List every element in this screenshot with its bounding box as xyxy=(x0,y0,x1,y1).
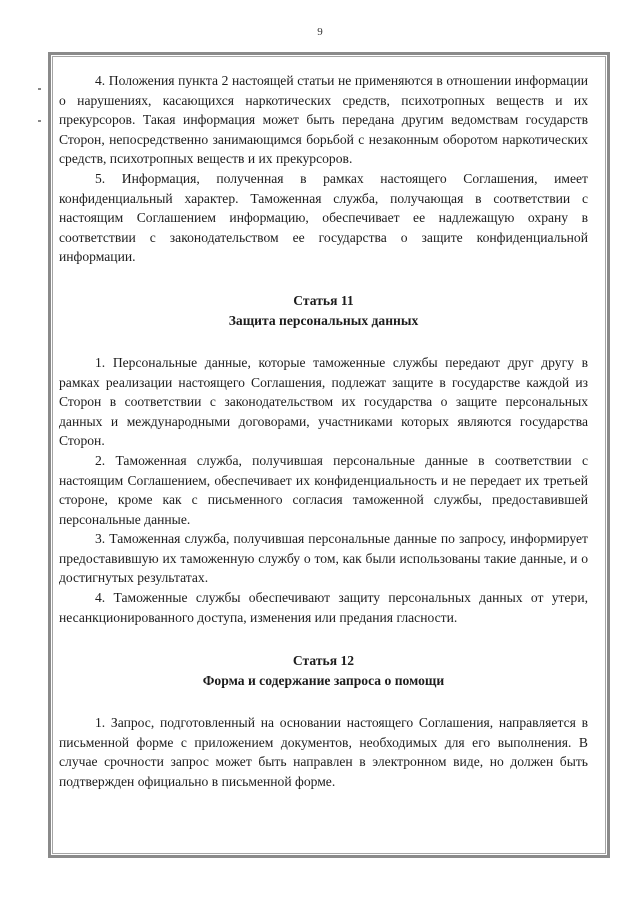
paragraph: 4. Положения пункта 2 настоящей статьи не применяются в отношении информации о нарушениях, касающихся наркотических средств, психотропных веществ и их прекурсоров. Такая информация может быть передана другим ведомствам государств Сторон, непосредственно занимающимся борьбой с незаконным оборотом наркотических средств, психотропных веществ и их прекурсоров. xyxy=(59,73,588,167)
paragraph: 1. Запрос, подготовленный на основании настоящего Соглашения, направляется в письменной форме с приложением документов, необходимых для его выполнения. В случае срочности запрос может быть направлен в электронном виде, но должен быть подтвержден официально в письменной форме. xyxy=(59,715,588,790)
margin-mark xyxy=(38,120,41,122)
article-title: Защита персональных данных xyxy=(228,312,419,328)
paragraph: 4. Таможенные службы обеспечивают защиту персональных данных от утери, несанкционированного доступа, изменения или предания гласности. xyxy=(59,590,588,625)
paragraph: 1. Персональные данные, которые таможенные службы передают друг другу в рамках реализации настоящего Соглашения, подлежат защите в государстве каждой из Сторон в соответствии с законодательством их государства о защите персональных данных и международными договорами, участниками которых являются государства Сторон. xyxy=(59,354,588,449)
article-number: Статья 11 xyxy=(293,292,354,308)
document-body xyxy=(59,71,588,792)
margin-mark xyxy=(38,88,41,90)
paragraph: 2. Таможенная служба, получившая персональные данные в соответствии с настоящим Соглашением, обеспечивает их конфиденциальность и не передает их третьей стороне, кроме как с письменного согласия таможенной службы, предоставившей персональные данные. xyxy=(59,452,588,527)
paragraph: 5. Информация, полученная в рамках настоящего Соглашения, имеет конфиденциальный характер. Таможенная служба, получающая в соответствии с настоящим Соглашением информацию, обеспечивает ее надлежащую охрану в соответствии с законодательством ее государства о защите конфиденциальной информации. xyxy=(59,170,588,265)
article-title: Форма и содержание запроса о помощи xyxy=(202,673,445,689)
paragraph: 3. Таможенная служба, получившая персональные данные по запросу, информирует предоставившую их таможенную службу о том, как были использованы такие данные, и о достигнутых результатах. xyxy=(59,531,588,586)
page-number: 9 xyxy=(317,26,323,38)
article-number: Статья 12 xyxy=(292,653,355,669)
